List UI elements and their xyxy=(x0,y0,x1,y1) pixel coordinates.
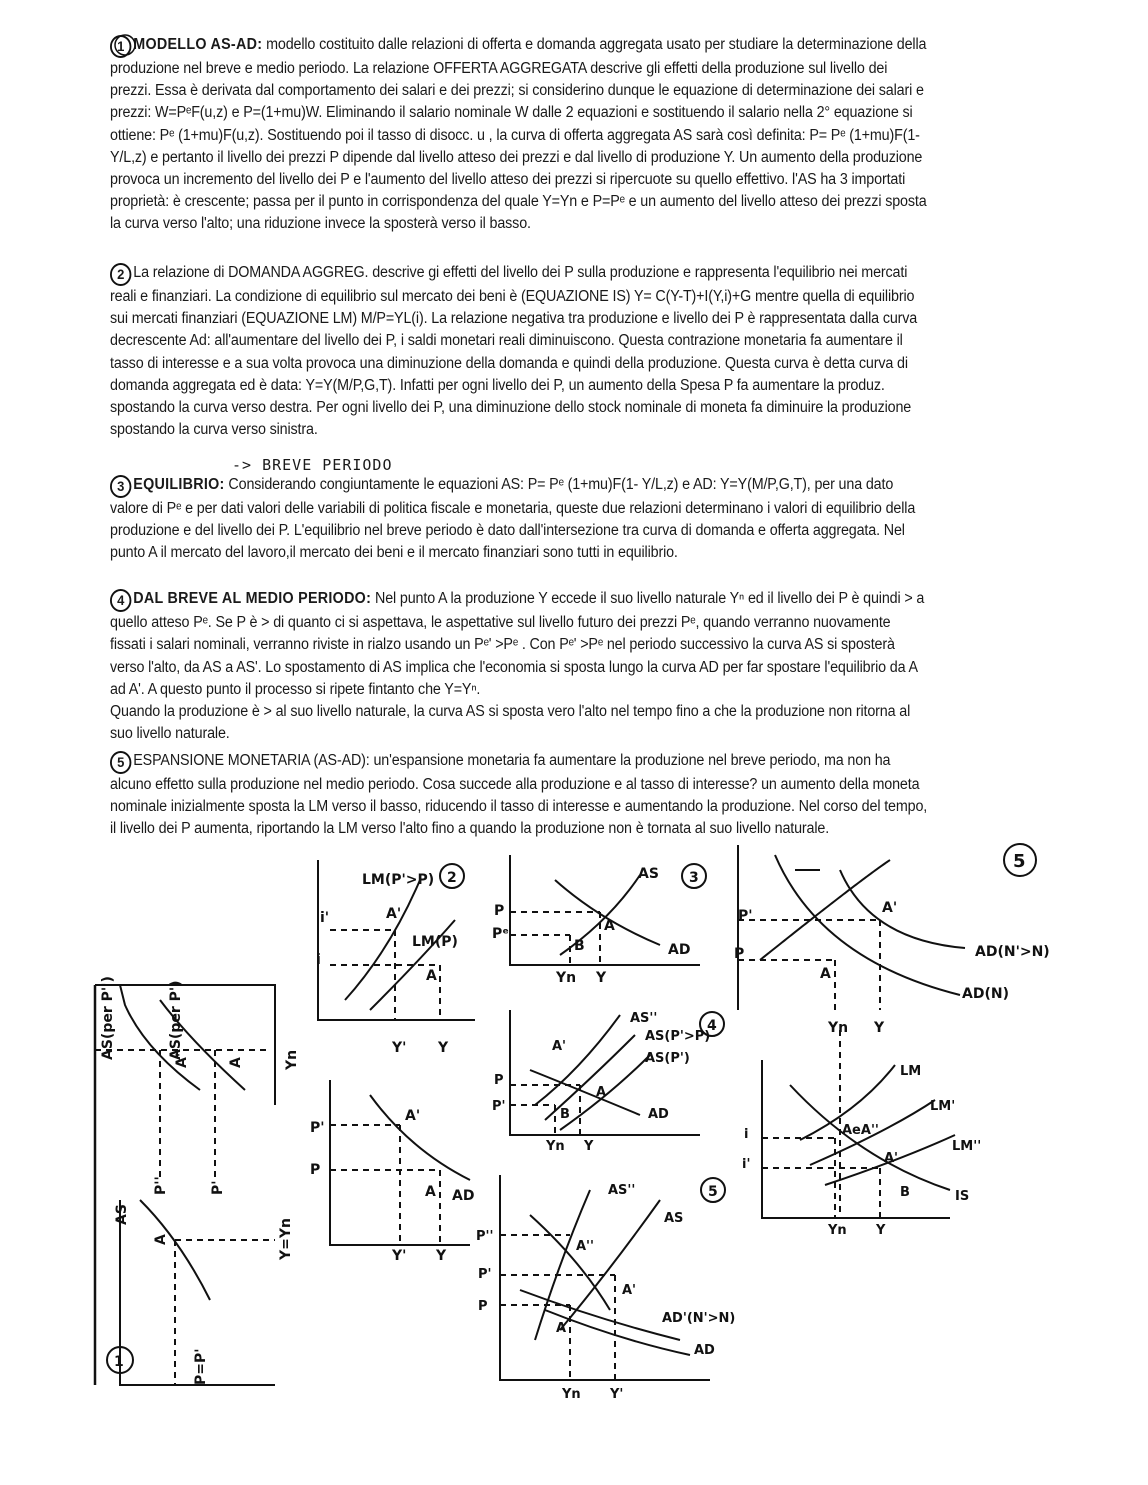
label-yn: Yn xyxy=(562,1387,581,1402)
label-y: Y xyxy=(874,1020,885,1036)
label-a1: A' xyxy=(882,900,898,916)
label-as2: AS'' xyxy=(630,1011,658,1026)
label-as2: AS'' xyxy=(608,1183,636,1198)
label-a1: A' xyxy=(552,1039,567,1054)
label-a: A xyxy=(425,1184,436,1200)
label-lm: LM(P) xyxy=(412,934,458,950)
graph-1 xyxy=(95,976,300,1385)
label-a1: A' xyxy=(622,1283,637,1298)
label-lm1: LM(P'>P) xyxy=(362,872,435,888)
label-ad: AD xyxy=(648,1107,669,1122)
label-i1: i' xyxy=(320,910,330,926)
section-body: La relazione di DOMANDA AGGREG. descrive gi effetti del livello dei P sulla produzione e rappresenta l'equilibrio nei mercati reali e finanziari. La condizione di equilibrio sul mercato dei beni è (EQUAZIONE IS) Y= C(Y-T)+I(Y,i)+G mentre quella di equilibrio sui mercati finanziari (EQUAZIONE LM) M/P=YL(i). La relazione negativa tra produzione e livello dei P è rappresentata dalla curva decrescente Ad: all'aumentare del livello dei P, i saldi monetari reali diminuiscono. Questa contrazione monetaria fa aumentare il tasso di interesse e a sua volta provoca una diminuzione della domanda e quindi della produzione. Questa curva è detta curva di domanda aggregata ed è data: Y=Y(M/P,G,T). Infatti per ogni livello dei P, un aumento della Spesa P fa aumentare la produz. spostando la curva verso destra. Per ogni livello dei P, una diminuzione dello stock nominale di moneta fa diminuire la produzione spostando la curva verso sinistra. xyxy=(110,264,918,439)
graph-2b xyxy=(310,1080,474,1264)
label-lm: LM xyxy=(900,1064,922,1079)
label-as1: AS(P'>P) xyxy=(645,1029,711,1044)
label-yn: Yn xyxy=(556,970,577,986)
label-a1: A' xyxy=(884,1151,899,1166)
label-lm1: LM' xyxy=(930,1099,956,1114)
label-ad: AD xyxy=(694,1343,715,1358)
label-as: AS xyxy=(114,1204,130,1225)
label-p: P xyxy=(494,1073,504,1088)
label-y: Y xyxy=(876,1223,886,1238)
label-p1: P' xyxy=(210,1180,226,1195)
margin-circle xyxy=(115,35,135,55)
label-a: A xyxy=(820,966,831,982)
section-body: ESPANSIONE MONETARIA (AS-AD): un'espansione monetaria fa aumentare la produzione nel breve periodo, ma non ha alcuno effetto sulla produzione nel medio periodo. Cosa succede alla produzione e al tasso di interesse? un aumento della moneta nominale inizialmente sposta la LM verso il basso, riducendo il tasso di interesse e aumentando la produzione. Nel corso del tempo, il livello dei P aumenta, riportando la LM verso l'alto fino a quando la produzione non è tornata al suo livello naturale. xyxy=(110,752,928,838)
label-yn: Yn xyxy=(828,1223,847,1238)
graph-7 xyxy=(742,1030,981,1238)
label-p2: P'' xyxy=(476,1229,494,1244)
label-p1: P' xyxy=(478,1267,492,1282)
label-yyn: Y=Yn xyxy=(278,1218,294,1260)
label-yn: Yn xyxy=(284,1049,300,1070)
label-b: B xyxy=(574,938,585,954)
label-as: AS xyxy=(638,866,659,882)
section-title: DAL BREVE AL MEDIO PERIODO: xyxy=(133,590,372,608)
graph-number: 5 xyxy=(708,1184,718,1200)
graph-number: 2 xyxy=(447,870,457,886)
label-a: A xyxy=(596,1085,607,1100)
graph-4 xyxy=(492,1010,724,1154)
label-a: A xyxy=(604,918,615,934)
label-is: IS xyxy=(955,1189,970,1204)
label-p1: P' xyxy=(310,1120,325,1136)
section-title: EQUILIBRIO: xyxy=(133,476,225,493)
label-p: P xyxy=(734,946,745,962)
label-p: P xyxy=(494,903,505,919)
label-a: A xyxy=(556,1321,567,1336)
label-as-pp: AS(per P'') xyxy=(100,976,116,1060)
label-p2: P'' xyxy=(153,1176,169,1195)
label-as-p: AS(per P') xyxy=(168,980,184,1060)
label-p: P xyxy=(478,1299,488,1314)
label-b: B xyxy=(560,1107,570,1122)
label-a1: A' xyxy=(174,1052,190,1068)
label-yn: Yn xyxy=(828,1020,849,1036)
label-p: P xyxy=(310,1162,321,1178)
section-number: 3 xyxy=(110,475,131,498)
label-as: AS xyxy=(664,1211,684,1226)
label-ad1: AD'(N'>N) xyxy=(662,1311,736,1326)
label-a-lower: A xyxy=(153,1234,169,1245)
label-ppe: P=P' xyxy=(193,1348,209,1385)
section-number: 1 xyxy=(110,35,131,58)
label-y: Y xyxy=(438,1040,449,1056)
label-ad: AD xyxy=(668,942,691,958)
section-body: Considerando congiuntamente le equazioni AS: P= Pᵉ (1+mu)F(1- Y/L,z) e AD: Y=Y(M/P,G,T), per una dato valore di Pᵉ e per dati valori delle variabili di politica fiscale e monetaria, queste due relazioni determinano i valori di equilibrio della produzione e del livello dei P. L'equilibrio nel breve periodo è dato dall'intersezione tra curva di domanda e offerta aggregata. Nel punto A il mercato del lavoro,il mercato dei beni e il mercato finanziari sono tutti in equilibrio. xyxy=(110,476,916,562)
label-b: B xyxy=(900,1185,910,1200)
section-title: MODELLO AS-AD: xyxy=(133,36,263,53)
section-body: Nel punto A la produzione Y eccede il suo livello naturale Yⁿ ed il livello dei P è quindi > a quello atteso Pᵉ. Se P è > di quanto ci si aspettava, le aspettative sul livello futuro dei prezzi Pᵉ, quando verranno nuovamente fissati i salari nominali, verranno riviste in rialzo usando un Pᵉ' >Pᵉ . Con Pᵉ' >Pᵉ nel periodo successivo la curva AS si sposterà verso l'alto, da AS a AS'. Lo spostamento di AS implica che l'economia si sposta lungo la curva AD per far spostare l'equilibrio da A ad A'. A questo punto il processo si ripete fintanto che Y=Yⁿ. Quando la produzione è > al suo livello naturale, la curva AS si sposta vero l'alto nel tempo fino a che la produzione non ritorna al suo livello naturale. xyxy=(110,590,925,743)
section-number: 2 xyxy=(110,263,131,286)
graph-5 xyxy=(476,1175,735,1402)
label-ad1: AD(N'>N) xyxy=(975,944,1050,960)
label-y: Y xyxy=(596,970,607,986)
section-body: modello costituito dalle relazioni di offerta e domanda aggregata usato per studiare la determinazione della produzione nel breve e medio periodo. La relazione OFFERTA AGGREGATA descrive gli effetti della produzione sul livello dei prezzi. Essa è derivata dal comportamento dei salari e dei prezzi; si considerino dunque le equazione di determinazione dei salari e prezzi: W=PᵉF(u,z) e P=(1+mu)W. Eliminando il salario nominale W dalle 2 equazioni e sostituendo il salario nella 2° equazione si ottiene: Pᵉ (1+mu)F(u,z). Sostituendo poi il tasso di disocc. u , la curva di offerta aggregata AS sarà così definita: P= Pᵉ (1+mu)F(1- Y/L,z) e pertanto il livello dei prezzi P dipende dal livello atteso dei prezzi e dal livello di produzione Y. Un aumento della produzione provoca un incremento del livello dei P e l'aumento del livello atteso dei prezzi si ripercuote su quello effettivo. l'AS ha 3 importati proprietà: è crescente; passa per il punto in corrispondenza del quale Y=Yn e P=Pᵉ e un aumento del livello atteso dei prezzi sposta la curva verso l'alto; una riduzione invece la sposterà verso il basso. xyxy=(110,36,927,233)
label-lm2: LM'' xyxy=(952,1139,982,1154)
section-number: 4 xyxy=(110,589,131,612)
section-number: 5 xyxy=(110,751,131,774)
label-a1: A' xyxy=(386,906,402,922)
label-y1: Y' xyxy=(392,1040,407,1056)
graph-number: 1 xyxy=(114,1354,124,1370)
label-i: i xyxy=(744,1127,749,1142)
graph-2 xyxy=(316,860,475,1056)
label-y: Y xyxy=(584,1139,594,1154)
graph-3 xyxy=(492,855,706,986)
label-a: A xyxy=(426,968,437,984)
graph-6 xyxy=(734,844,1050,1036)
graph-number: 5 xyxy=(1013,851,1026,872)
label-a1: A' xyxy=(405,1108,421,1124)
label-pe: Pᵉ xyxy=(492,926,509,942)
label-aa: AeA'' xyxy=(842,1123,879,1138)
label-ad: AD xyxy=(452,1188,475,1204)
graph-number: 3 xyxy=(689,870,699,886)
label-a: A xyxy=(228,1057,244,1068)
handwritten-note: -> BREVE PERIODO xyxy=(232,456,393,474)
label-i1: i' xyxy=(742,1157,751,1172)
graph-number: 4 xyxy=(707,1018,717,1034)
label-i: i xyxy=(316,952,321,968)
label-y1: Y' xyxy=(392,1248,407,1264)
label-a2: A'' xyxy=(576,1239,595,1254)
label-asp: AS(P') xyxy=(645,1051,690,1066)
label-y1: Y' xyxy=(610,1387,624,1402)
label-p1: P' xyxy=(738,908,753,924)
label-y: Y xyxy=(436,1248,447,1264)
label-yn: Yn xyxy=(546,1139,565,1154)
label-ad: AD(N) xyxy=(962,986,1009,1002)
label-p1: P' xyxy=(492,1099,506,1114)
